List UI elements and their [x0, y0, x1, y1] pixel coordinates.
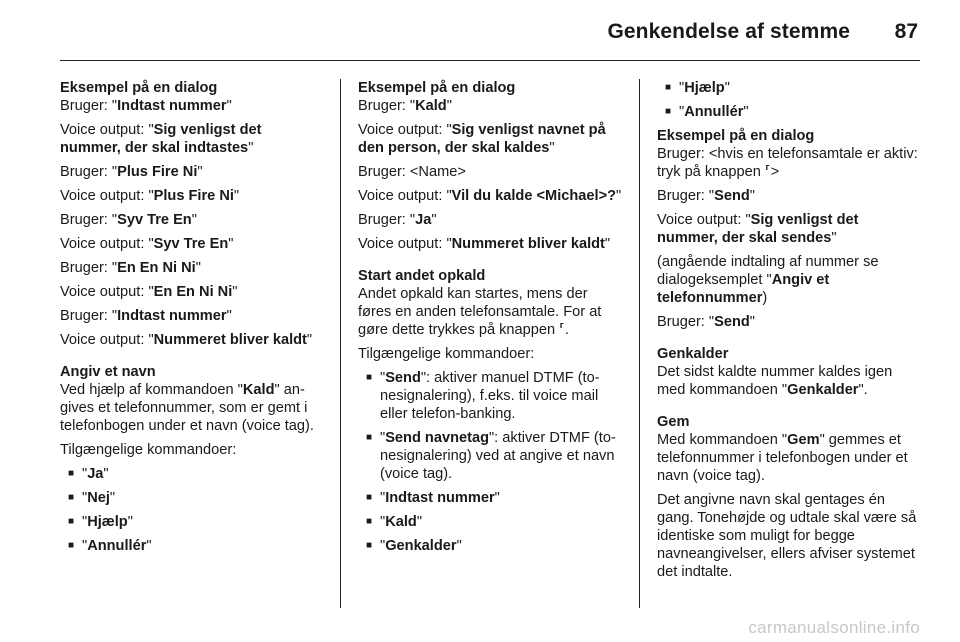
bullet-icon: ■ [366, 492, 373, 503]
dialog-line: Bruger: "Indtast nummer" [60, 98, 232, 114]
command-list-item: ■ "Kald" [358, 513, 624, 531]
section-heading: Start andet opkald [358, 268, 486, 284]
section-heading: Eksempel på en dialog [358, 80, 516, 96]
dialog-line: Voice output: "Nummeret bliver kaldt" [60, 332, 313, 348]
command-list [358, 369, 624, 555]
section-heading: Gem [657, 414, 690, 430]
dialog-line: Bruger: "Plus Fire Ni" [60, 164, 203, 180]
paragraph: Tilgængelige kommandoer: [358, 346, 535, 362]
paragraph: Ved hjælp af kommandoen "Kald" angives et telefonnummer, som er gemt i telefonbogen under et navn (voice tag). [60, 382, 314, 434]
column-2 [358, 79, 624, 561]
command-list-item: ■ "Nej" [60, 489, 324, 507]
command-list-item: ■ "Hjælp" [657, 79, 921, 97]
dialog-line: Bruger: "Send" [657, 188, 755, 204]
dialog-line: Voice output: "Sig venligst det nummer, der skal indtastes" [60, 122, 262, 156]
dialog-line: Bruger: <hvis en telefonsamtale er aktiv: tryk på knappen ⸢> [657, 146, 918, 180]
command-list-item: ■ "Indtast nummer" [358, 489, 624, 507]
dialog-line: Bruger: "Send" [657, 314, 755, 330]
page-title: Genkendelse af stemme [607, 20, 850, 43]
dialog-line: (angående indtaling af nummer se dialogeksemplet "Angiv et telefonnummer) [657, 254, 879, 306]
dialog-line: Bruger: "Ja" [358, 212, 437, 228]
dialog-line: Voice output: "Plus Fire Ni" [60, 188, 240, 204]
dialog-line: Voice output: "Vil du kalde <Michael>?" [358, 188, 622, 204]
dialog-line: Voice output: "Sig venligst navnet på den person, der skal kaldes" [358, 122, 606, 156]
paragraph: Tilgængelige kommandoer: [60, 442, 237, 458]
dialog-line: Voice output: "En En Ni Ni" [60, 284, 238, 300]
bullet-icon: ■ [665, 82, 672, 93]
paragraph: Det sidst kaldte nummer kaldes igen med kommandoen "Genkalder". [657, 364, 893, 398]
dialog-line: Bruger: "Indtast nummer" [60, 308, 232, 324]
column-3 [657, 79, 921, 587]
bullet-icon: ■ [68, 540, 75, 551]
bullet-icon: ■ [665, 106, 672, 117]
bullet-icon: ■ [68, 468, 75, 479]
dialog-line: Bruger: "Syv Tre En" [60, 212, 197, 228]
header-divider [60, 60, 920, 61]
section-heading: Eksempel på en dialog [60, 80, 218, 96]
bullet-icon: ■ [366, 372, 373, 383]
paragraph: Med kommandoen "Gem" gemmes et telefonnummer i telefonbogen under et navn (voice tag). [657, 432, 908, 484]
dialog-line: Voice output: "Syv Tre En" [60, 236, 234, 252]
bullet-icon: ■ [366, 516, 373, 527]
section-heading: Genkalder [657, 346, 729, 362]
bullet-icon: ■ [366, 432, 373, 443]
command-list [657, 79, 921, 121]
dialog-line: Bruger: "En En Ni Ni" [60, 260, 201, 276]
column-1 [60, 79, 324, 561]
bullet-icon: ■ [68, 492, 75, 503]
dialog-line: Bruger: <Name> [358, 164, 466, 180]
paragraph: Andet opkald kan startes, mens der føres en anden telefonsamtale. For at gøre dette trykkes på knappen ⸢. [358, 286, 602, 338]
page-number: 87 [894, 20, 918, 43]
command-list [60, 465, 324, 555]
command-list-item: ■ "Genkalder" [358, 537, 624, 555]
command-list-item: ■ "Send navnetag": aktiver DTMF (tonesignalering) ved at angive et navn (voice tag). [358, 429, 624, 483]
bullet-icon: ■ [366, 540, 373, 551]
column-divider-2 [639, 79, 640, 608]
paragraph: Det angivne navn skal gentages én gang. Tonehøjde og udtale skal være så identiske som muligt for begge navneangivelser, ellers afviser systemet det indtalte. [657, 492, 917, 580]
watermark: carmanualsonline.info [748, 618, 920, 637]
command-list-item: ■ "Send": aktiver manuel DTMF (tonesignalering), f.eks. til voice mail eller telefon-banking. [358, 369, 624, 423]
bullet-icon: ■ [68, 516, 75, 527]
command-list-item: ■ "Annullér" [657, 103, 921, 121]
dialog-line: Voice output: "Nummeret bliver kaldt" [358, 236, 611, 252]
command-list-item: ■ "Hjælp" [60, 513, 324, 531]
section-heading: Eksempel på en dialog [657, 128, 815, 144]
section-heading: Angiv et navn [60, 364, 156, 380]
dialog-line: Bruger: "Kald" [358, 98, 452, 114]
command-list-item: ■ "Annullér" [60, 537, 324, 555]
command-list-item: ■ "Ja" [60, 465, 324, 483]
column-divider-1 [340, 79, 341, 608]
dialog-line: Voice output: "Sig venligst det nummer, der skal sendes" [657, 212, 859, 246]
